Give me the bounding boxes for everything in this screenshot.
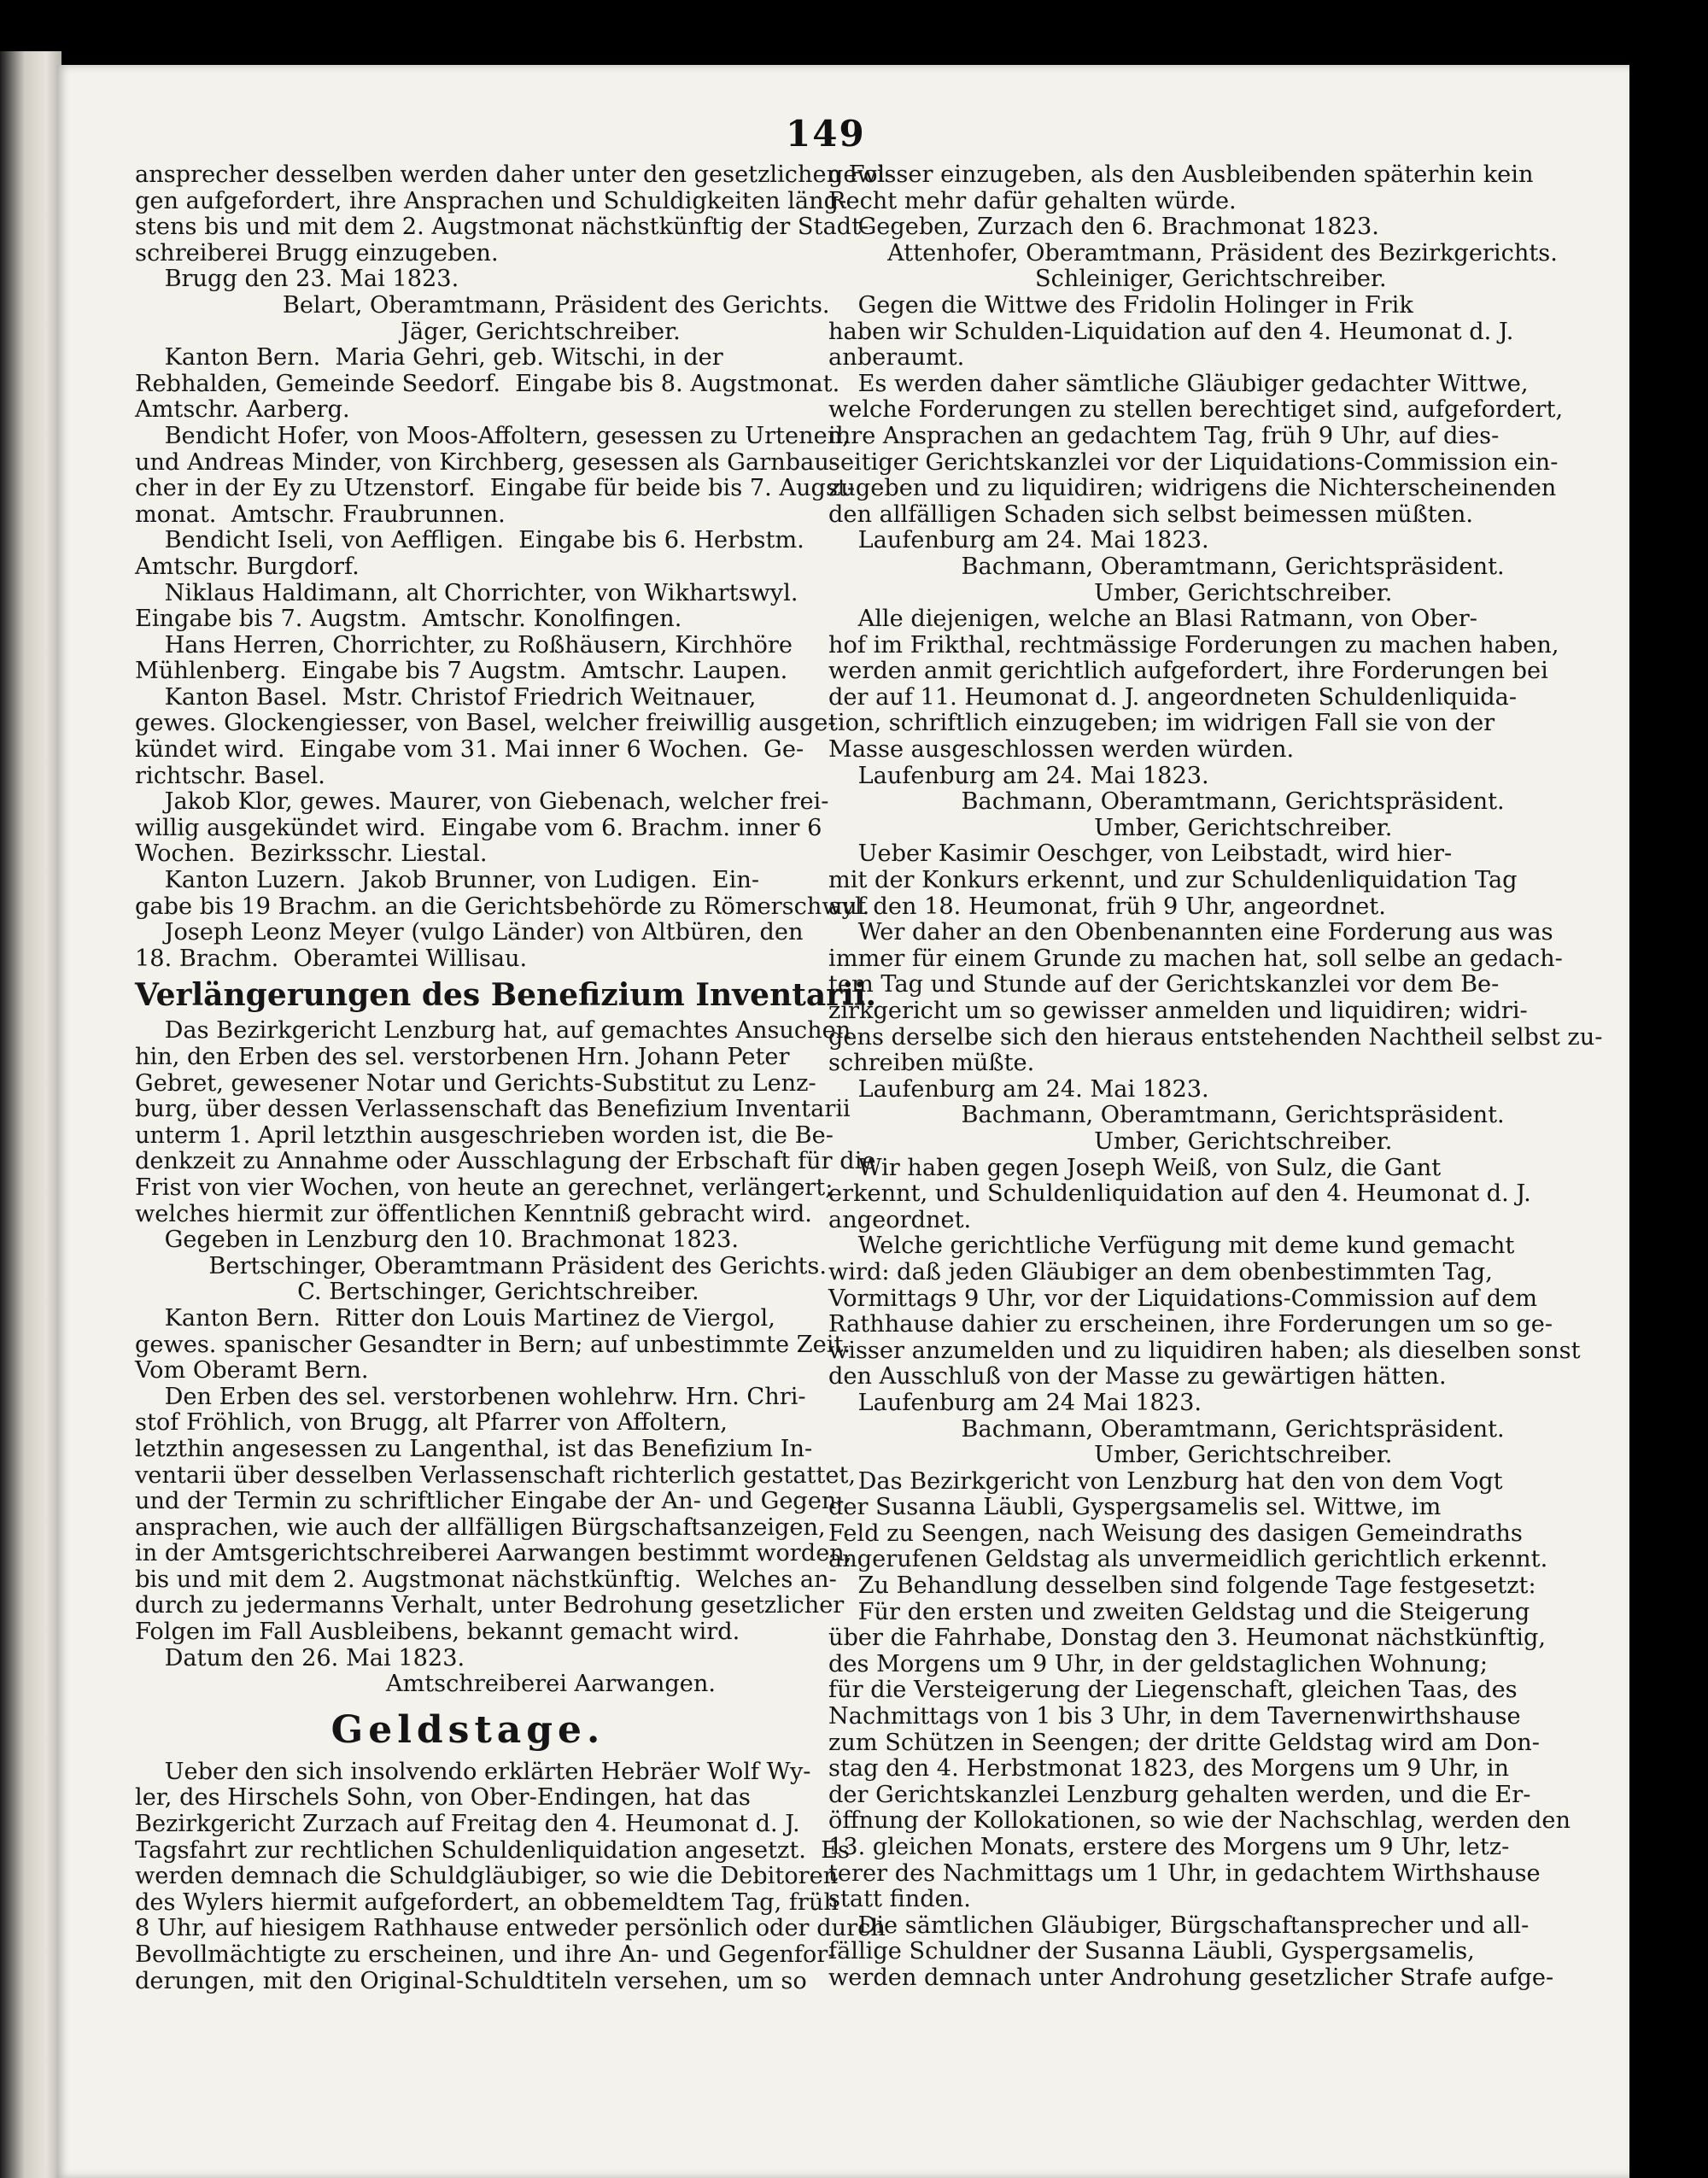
- text-line: stag den 4. Herbstmonat 1823, des Morgens um 9 Uhr, in: [828, 1755, 1510, 1783]
- text-line: der auf 11. Heumonat d. J. angeordneten Schuldenliquida-: [828, 683, 1518, 711]
- text-line: Laufenburg am 24. Mai 1823.: [828, 1075, 1209, 1103]
- text-line: hof im Frikthal, rechtmässige Forderungen zu machen haben,: [828, 631, 1559, 659]
- text-line: welche Forderungen zu stellen berechtiget sind, aufgefordert,: [828, 396, 1564, 424]
- facing-page-edge: [0, 51, 61, 2178]
- text-line: hin, den Erben des sel. verstorbenen Hrn. Johann Peter: [135, 1044, 790, 1070]
- text-line: Laufenburg am 24. Mai 1823.: [828, 762, 1209, 789]
- text-line: und Andreas Minder, von Kirchberg, gesessen als Garnbau-: [135, 448, 838, 476]
- text-line: Recht mehr dafür gehalten würde.: [828, 187, 1237, 214]
- text-line: angeordnet.: [828, 1206, 972, 1233]
- text-line: anberaumt.: [828, 344, 965, 372]
- text-line: Es werden daher sämtliche Gläubiger gedachter Wittwe,: [828, 370, 1529, 397]
- text-line: ansprecher desselben werden daher unter den gesetzlichen Fol-: [135, 161, 893, 188]
- section-heading-geldstage: Geldstage.: [330, 1707, 605, 1752]
- text-line: richtschr. Basel.: [135, 762, 325, 789]
- text-line: Rathhause dahier zu erscheinen, ihre Forderungen um so ge-: [828, 1311, 1553, 1338]
- text-line: Laufenburg am 24. Mai 1823.: [828, 527, 1209, 554]
- text-line: Bachmann, Oberamtmann, Gerichtspräsident.: [828, 1102, 1505, 1129]
- text-line: zugeben und zu liquidiren; widrigens die Nichterscheinenden: [828, 475, 1557, 502]
- text-line: werden demnach unter Androhung gesetzlicher Strafe aufge-: [828, 1964, 1554, 1991]
- text-line: Das Bezirkgericht von Lenzburg hat den von dem Vogt: [828, 1467, 1503, 1495]
- text-line: Vom Oberamt Bern.: [135, 1357, 369, 1385]
- text-line: 8 Uhr, auf hiesigem Rathhause entweder persönlich oder durch: [135, 1915, 886, 1942]
- text-line: Bachmann, Oberamtmann, Gerichtspräsident.: [828, 1415, 1505, 1443]
- text-line: Belart, Oberamtmann, Präsident des Gerichts.: [135, 291, 830, 319]
- text-line: Bachmann, Oberamtmann, Gerichtspräsident.: [828, 788, 1505, 816]
- text-line: stens bis und mit dem 2. Augstmonat nächstkünftig der Stadt-: [135, 214, 869, 241]
- text-line: Wer daher an den Obenbenannten eine Forderung aus was: [828, 919, 1553, 946]
- text-line: schreiben müßte.: [828, 1050, 1035, 1077]
- text-line: Amtschr. Burgdorf.: [135, 553, 360, 580]
- text-line: Kanton Bern. Maria Gehri, geb. Witschi, in der: [135, 344, 723, 372]
- text-line: monat. Amtschr. Fraubrunnen.: [135, 501, 506, 528]
- text-line: Wochen. Bezirksschr. Liestal.: [135, 840, 488, 868]
- text-line: durch zu jedermanns Verhalt, unter Bedrohung gesetzlicher: [135, 1592, 845, 1619]
- text-line: gabe bis 19 Brachm. an die Gerichtsbehörde zu Römerschwyl.: [135, 893, 870, 920]
- text-line: Umber, Gerichtschreiber.: [828, 814, 1393, 841]
- text-line: werden anmit gerichtlich aufgefordert, ihre Forderungen bei: [828, 658, 1548, 685]
- text-line: Wir haben gegen Joseph Weiß, von Sulz, die Gant: [828, 1154, 1442, 1181]
- text-line: Gegen die Wittwe des Fridolin Holinger in Frik: [828, 291, 1413, 319]
- text-line: Gegeben in Lenzburg den 10. Brachmonat 1823.: [135, 1227, 740, 1254]
- text-line: Masse ausgeschlossen werden würden.: [828, 736, 1295, 764]
- text-line: Welche gerichtliche Verfügung mit deme kund gemacht: [828, 1232, 1515, 1260]
- text-line: ansprachen, wie auch der allfälligen Bürgschaftsanzeigen,: [135, 1513, 826, 1541]
- text-line: wisser anzumelden und zu liquidiren haben; als dieselben sonst: [828, 1337, 1581, 1364]
- text-line: Kanton Basel. Mstr. Christof Friedrich Weitnauer,: [135, 683, 757, 711]
- text-line: fällige Schuldner der Susanna Läubli, Gyspergsamelis,: [828, 1938, 1475, 1965]
- text-line: immer für einem Grunde zu machen hat, soll selbe an gedach-: [828, 945, 1563, 972]
- text-line: ler, des Hirschels Sohn, von Ober-Endingen, hat das: [135, 1784, 751, 1812]
- text-line: Eingabe bis 7. Augstm. Amtschr. Konolfingen.: [135, 606, 682, 633]
- text-line: zum Schützen in Seengen; der dritte Geldstag wird am Don-: [828, 1729, 1540, 1756]
- text-line: Ueber den sich insolvendo erklärten Hebräer Wolf Wy-: [135, 1758, 811, 1785]
- text-line: seitiger Gerichtskanzlei vor der Liquidations-Commission ein-: [828, 448, 1559, 476]
- section-heading-benefizium: Verlängerungen des Benefizium Inventarii.: [135, 977, 877, 1014]
- text-line: Datum den 26. Mai 1823.: [135, 1644, 465, 1672]
- text-line: burg, über dessen Verlassenschaft das Benefizium Inventarii: [135, 1096, 851, 1123]
- text-line: werden demnach die Schuldgläubiger, so wie die Debitoren: [135, 1863, 839, 1890]
- text-line: Die sämtlichen Gläubiger, Bürgschaftansprecher und all-: [828, 1912, 1530, 1939]
- text-line: Frist von vier Wochen, von heute an gerechnet, verlängert;: [135, 1174, 834, 1201]
- text-line: haben wir Schulden-Liquidation auf den 4. Heumonat d. J.: [828, 318, 1514, 345]
- text-line: schreiberei Brugg einzugeben.: [135, 239, 499, 266]
- left-text-block-announcements: [135, 161, 893, 972]
- text-line: in der Amtsgerichtschreiberei Aarwangen bestimmt worden,: [135, 1540, 852, 1567]
- text-line: stof Fröhlich, von Brugg, alt Pfarrer von Affoltern,: [135, 1409, 728, 1437]
- text-line: C. Bertschinger, Gerichtschreiber.: [135, 1279, 699, 1306]
- text-line: öffnung der Kollokationen, so wie der Nachschlag, werden den: [828, 1807, 1571, 1835]
- text-line: Joseph Leonz Meyer (vulgo Länder) von Altbüren, den: [135, 919, 804, 946]
- text-line: terer des Nachmittags um 1 Uhr, in gedachtem Wirthshause: [828, 1859, 1541, 1887]
- text-line: Hans Herren, Chorrichter, zu Roßhäusern, Kirchhöre: [135, 631, 793, 659]
- text-line: Attenhofer, Oberamtmann, Präsident des Bezirkgerichts.: [828, 239, 1558, 266]
- text-line: des Wylers hiermit aufgefordert, an obbemeldtem Tag, früh: [135, 1888, 839, 1916]
- text-line: der Susanna Läubli, Gyspergsamelis sel. Wittwe, im: [828, 1494, 1442, 1521]
- text-line: Kanton Bern. Ritter don Louis Martinez de Viergol,: [135, 1304, 775, 1332]
- text-line: erkennt, und Schuldenliquidation auf den 4. Heumonat d. J.: [828, 1180, 1531, 1208]
- text-line: tem Tag und Stunde auf der Gerichtskanzlei vor dem Be-: [828, 971, 1500, 998]
- text-line: für die Versteigerung der Liegenschaft, gleichen Taas, des: [828, 1677, 1518, 1704]
- text-line: Feld zu Seengen, nach Weisung des dasigen Gemeindraths: [828, 1519, 1523, 1547]
- text-line: Nachmittags von 1 bis 3 Uhr, in dem Tavernenwirthshause: [828, 1703, 1521, 1730]
- text-line: kündet wird. Eingabe vom 31. Mai inner 6 Wochen. Ge-: [135, 736, 804, 764]
- text-line: Folgen im Fall Ausbleibens, bekannt gemacht wird.: [135, 1619, 740, 1646]
- text-line: ihre Ansprachen an gedachtem Tag, früh 9 Uhr, auf dies-: [828, 422, 1500, 449]
- text-line: Brugg den 23. Mai 1823.: [135, 266, 459, 293]
- text-line: den Ausschluß von der Masse zu gewärtigen hätten.: [828, 1363, 1447, 1391]
- text-line: Für den ersten und zweiten Geldstag und die Steigerung: [828, 1598, 1530, 1625]
- text-line: Laufenburg am 24 Mai 1823.: [828, 1389, 1202, 1416]
- text-line: Tagsfahrt zur rechtlichen Schuldenliquidation angesetzt. Es: [135, 1836, 850, 1864]
- text-line: Kanton Luzern. Jakob Brunner, von Ludigen. Ein-: [135, 867, 760, 894]
- text-line: Ueber Kasimir Oeschger, von Leibstadt, wird hier-: [828, 840, 1453, 868]
- text-line: Jakob Klor, gewes. Maurer, von Giebenach, welcher frei-: [135, 788, 829, 816]
- text-line: Amtschr. Aarberg.: [135, 396, 350, 424]
- text-line: Bevollmächtigte zu erscheinen, und ihre An- und Gegenfor-: [135, 1941, 836, 1968]
- text-line: zirkgericht um so gewisser anmelden und liquidiren; widri-: [828, 998, 1528, 1024]
- text-line: mit der Konkurs erkennt, und zur Schuldenliquidation Tag: [828, 867, 1518, 894]
- text-line: 18. Brachm. Oberamtei Willisau.: [135, 945, 528, 972]
- text-line: der Gerichtskanzlei Lenzburg gehalten werden, und die Er-: [828, 1781, 1531, 1808]
- text-line: Schleiniger, Gerichtschreiber.: [828, 266, 1387, 293]
- text-line: Gebret, gewesener Notar und Gerichts-Substitut zu Lenz-: [135, 1069, 816, 1097]
- left-text-block-benefizium: [135, 1017, 876, 1698]
- text-line: den allfälligen Schaden sich selbst beimessen müßten.: [828, 501, 1473, 528]
- text-line: und der Termin zu schriftlicher Eingabe der An- und Gegen-: [135, 1488, 845, 1515]
- text-line: Niklaus Haldimann, alt Chorrichter, von Wikhartswyl.: [135, 579, 798, 606]
- text-line: cher in der Ey zu Utzenstorf. Eingabe für beide bis 7. Augst-: [135, 475, 856, 502]
- text-line: Vormittags 9 Uhr, vor der Liquidations-Commission auf dem: [828, 1285, 1538, 1312]
- text-line: derungen, mit den Original-Schuldtiteln versehen, um so: [135, 1967, 807, 1994]
- text-line: über die Fahrhabe, Donstag den 3. Heumonat nächstkünftig,: [828, 1625, 1547, 1652]
- right-text-block: [828, 161, 1603, 1992]
- text-line: auf den 18. Heumonat, früh 9 Uhr, angeordnet.: [828, 893, 1386, 920]
- text-line: Den Erben des sel. verstorbenen wohlehrw. Hrn. Chri-: [135, 1383, 806, 1410]
- text-line: Rebhalden, Gemeinde Seedorf. Eingabe bis 8. Augstmonat.: [135, 370, 840, 397]
- text-line: Umber, Gerichtschreiber.: [828, 1442, 1393, 1469]
- text-line: welches hiermit zur öffentlichen Kenntniß gebracht wird.: [135, 1200, 812, 1227]
- text-line: Bachmann, Oberamtmann, Gerichtspräsident.: [828, 553, 1505, 580]
- text-line: denkzeit zu Annahme oder Ausschlagung der Erbschaft für die: [135, 1148, 876, 1175]
- left-column: [135, 161, 893, 1994]
- text-line: angerufenen Geldstag als unvermeidlich gerichtlich erkennt.: [828, 1546, 1548, 1573]
- text-line: bis und mit dem 2. Augstmonat nächstkünftig. Welches an-: [135, 1566, 837, 1593]
- text-line: Jäger, Gerichtschreiber.: [135, 318, 681, 345]
- page-number: 149: [786, 113, 866, 155]
- text-line: letzthin angesessen zu Langenthal, ist das Benefizium In-: [135, 1435, 813, 1462]
- text-line: tion, schriftlich einzugeben; im widrigen Fall sie von der: [828, 710, 1495, 737]
- text-line: gewes. Glockengiesser, von Basel, welcher freiwillig ausge-: [135, 710, 836, 737]
- text-line: wird: daß jeden Gläubiger an dem obenbestimmten Tag,: [828, 1258, 1493, 1285]
- text-line: 13. gleichen Monats, erstere des Morgens um 9 Uhr, letz-: [828, 1834, 1510, 1860]
- text-line: gewisser einzugeben, als den Ausbleibenden späterhin kein: [828, 161, 1534, 188]
- text-line: statt finden.: [828, 1886, 971, 1913]
- text-line: ventarii über desselben Verlassenschaft richterlich gestattet,: [135, 1461, 857, 1489]
- text-line: Alle diejenigen, welche an Blasi Ratmann, von Ober-: [828, 606, 1477, 633]
- text-line: Gegeben, Zurzach den 6. Brachmonat 1823.: [828, 214, 1379, 241]
- left-text-block-geldstage: [135, 1758, 886, 1994]
- text-line: Umber, Gerichtschreiber.: [828, 579, 1393, 606]
- text-line: gens derselbe sich den hieraus entstehenden Nachtheil selbst zu-: [828, 1023, 1603, 1051]
- text-line: unterm 1. April letzthin ausgeschrieben worden ist, die Be-: [135, 1121, 834, 1149]
- text-line: des Morgens um 9 Uhr, in der geldstaglichen Wohnung;: [828, 1650, 1488, 1677]
- text-line: Bendicht Iseli, von Aeffligen. Eingabe bis 6. Herbstm.: [135, 527, 804, 554]
- text-line: Zu Behandlung desselben sind folgende Tage festgesetzt:: [828, 1572, 1536, 1600]
- text-line: Das Bezirkgericht Lenzburg hat, auf gemachtes Ansuchen: [135, 1017, 851, 1045]
- text-line: Mühlenberg. Eingabe bis 7 Augstm. Amtschr. Laupen.: [135, 658, 788, 685]
- text-line: Umber, Gerichtschreiber.: [828, 1127, 1393, 1155]
- text-line: willig ausgekündet wird. Eingabe vom 6. Brachm. inner 6: [135, 814, 822, 841]
- text-line: gen aufgefordert, ihre Ansprachen und Schuldigkeiten läng-: [135, 187, 847, 214]
- text-line: gewes. spanischer Gesandter in Bern; auf unbestimmte Zeit.: [135, 1331, 851, 1358]
- text-line: Bertschinger, Oberamtmann Präsident des Gerichts.: [135, 1252, 827, 1279]
- right-column: [828, 161, 1603, 1992]
- text-line: Bezirkgericht Zurzach auf Freitag den 4. Heumonat d. J.: [135, 1811, 800, 1838]
- text-line: Amtschreiberei Aarwangen.: [135, 1671, 717, 1698]
- text-line: Bendicht Hofer, von Moos-Affoltern, gesessen zu Urtenen,: [135, 422, 850, 449]
